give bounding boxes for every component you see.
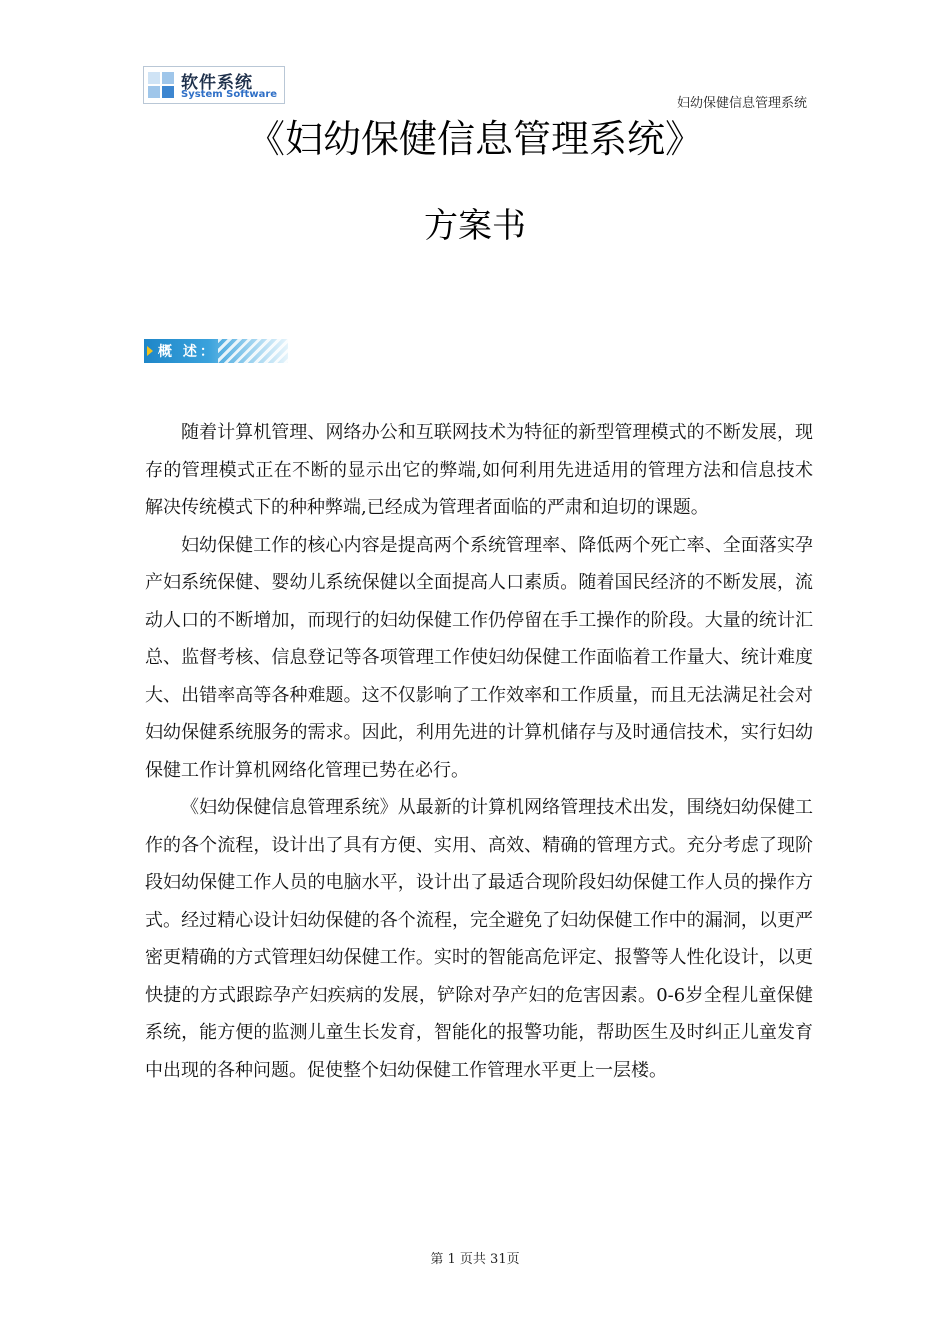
stripes-decoration — [218, 339, 288, 363]
body-text — [145, 414, 813, 1089]
page-footer: 第 1 页共 31页 — [430, 1252, 520, 1267]
paragraph: 《妇幼保健信息管理系统》从最新的计算机网络管理技术出发，围绕妇幼保健工作的各个流程，设计出了具有方便、实用、高效、精确的管理方式。充分考虑了现阶段妇幼保健工作人员的电脑水平，设计出了最适合现阶段妇幼保健工作人员的操作方式。经过精心设计妇幼保健的各个流程，完全避免了妇幼保健工作中的漏洞，以更严密更精确的方式管理妇幼保健工作。实时的智能高危评定、报警等人性化设计，以更快捷的方式跟踪孕产妇疾病的发展，铲除对孕产妇的危害因素。0-6岁全程儿童保健系统，能方便的监测儿童生长发育，智能化的报警功能，帮助医生及时纠正儿童发育中出现的各种问题。促使整个妇幼保健工作管理水平更上一层楼。 — [145, 797, 813, 1081]
document-subtitle: 方案书 — [424, 206, 526, 246]
document-title: 《妇幼保健信息管理系统》 — [246, 117, 703, 161]
arrow-icon — [147, 346, 153, 356]
logo-text-cn: 软件系统 — [181, 73, 253, 93]
paragraph: 妇幼保健工作的核心内容是提高两个系统管理率、降低两个死亡率、全面落实孕产妇系统保健、婴幼儿系统保健以全面提高人口素质。随着国民经济的不断发展，流动人口的不断增加，而现行的妇幼保健工作仍停留在手工操作的阶段。大量的统计汇总、监督考核、信息登记等各项管理工作使妇幼保健工作面临着工作量大、统计难度大、出错率高等各种难题。这不仅影响了工作效率和工作质量，而且无法满足社会对妇幼保健系统服务的需求。因此，利用先进的计算机储存与及时通信技术，实行妇幼保健工作计算机网络化管理已势在必行。 — [145, 534, 813, 781]
section-heading-label: 概 述： — [158, 344, 217, 360]
logo-text-en: System Software — [181, 89, 278, 100]
paragraph: 随着计算机管理、网络办公和互联网技术为特征的新型管理模式的不断发展，现存的管理模式正在不断的显示出它的弊端,如何利用先进适用的管理方法和信息技术解决传统模式下的种种弊端,已经成为管理者面临的严肃和迫切的课题。 — [145, 422, 813, 518]
section-heading-overview — [144, 339, 288, 363]
company-logo — [143, 66, 285, 104]
logo-squares-icon — [147, 71, 177, 101]
header-title: 妇幼保健信息管理系统 — [676, 96, 807, 111]
